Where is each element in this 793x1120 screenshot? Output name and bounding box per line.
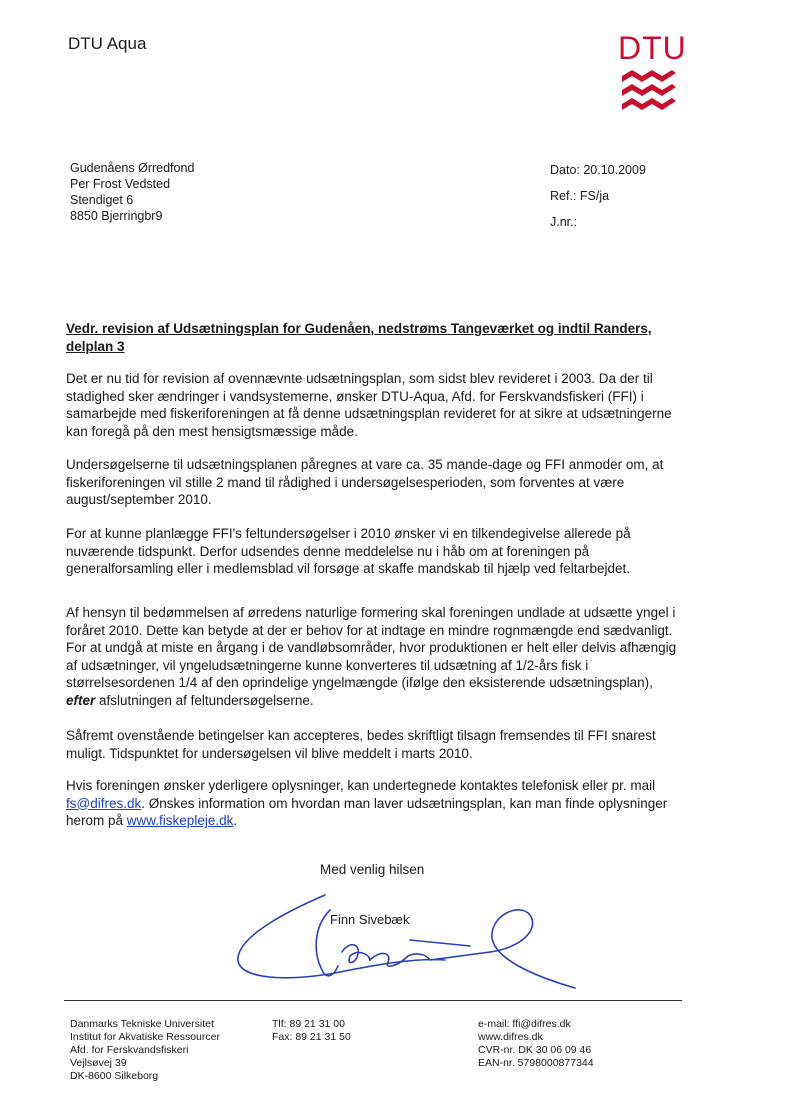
- paragraph: Undersøgelserne til udsætningsplanen påregnes at vare ca. 35 mande-dage og FFI anmoder om, at fiskeriforeningen vil stille 2 mand til rådighed i undersøgelsesperioden, som forventes at være august/september 2010.: [66, 457, 664, 507]
- recipient-line: Stendiget 6: [70, 193, 134, 207]
- footer-divider: [64, 1000, 682, 1001]
- paragraph-text: Af hensyn til bedømmelsen af ørredens naturlige formering skal foreningen undlade at udsætte yngel i foråret 2010. Dette kan betyde at der er behov for at indtage en mindre rognmængde end sædvanligt. For at undgå at miste en årgang i de vandløbsområder, hvor produktionen er helt eller delvis afhængig af udsætninger, vil yngeludsætningerne kunne konverteres til udsætning af 1/2-års fisk i størrelsesordenen 1/4 af den oprindelige yngelmængde (ifølge den eksisterende udsætningsplan),: [66, 605, 677, 690]
- date-field: Dato: 20.10.2009: [550, 163, 646, 177]
- recipient-line: Gudenåens Ørredfond: [70, 161, 195, 175]
- footer-line: Danmarks Tekniske Universitet: [70, 1018, 214, 1030]
- footer-line: e-mail: ffi@difres.dk: [478, 1018, 571, 1030]
- ref-field: Ref.: FS/ja: [550, 189, 610, 203]
- footer-line: Fax: 89 21 31 50: [272, 1031, 351, 1043]
- footer-line: EAN-nr. 5798000877344: [478, 1057, 594, 1069]
- signer-name: Finn Sivebæk: [330, 912, 410, 927]
- logo-text: DTU: [618, 30, 687, 66]
- paragraph-text: Hvis foreningen ønsker yderligere oplysninger, kan undertegnede kontaktes telefonisk eller pr. mail: [66, 778, 656, 793]
- footer-line: Institut for Akvatiske Ressourcer: [70, 1031, 220, 1043]
- logo-waves-icon: [614, 30, 682, 120]
- footer-line: Tlf: 89 21 31 00: [272, 1018, 345, 1030]
- website-link[interactable]: www.fiskepleje.dk: [126, 813, 234, 828]
- handwritten-signature: [230, 880, 590, 1010]
- closing-greeting: Med venlig hilsen: [320, 862, 425, 877]
- paragraph: [66, 604, 681, 709]
- letter-meta: [550, 163, 646, 241]
- paragraph: Såfremt ovenstående betingelser kan accepteres, bedes skriftligt tilsagn fremsendes til FFI snarest muligt. Tidspunktet for undersøgelsen vil blive meddelt i marts 2010.: [66, 728, 656, 761]
- email-link[interactable]: fs@difres.dk: [66, 795, 142, 811]
- footer-line: CVR-nr. DK 30 06 09 46: [478, 1044, 592, 1056]
- footer-address: [70, 1018, 220, 1083]
- jnr-field: J.nr.:: [550, 215, 578, 229]
- footer-phone: [272, 1018, 351, 1044]
- paragraph: [66, 777, 681, 830]
- paragraph-text: .: [233, 813, 238, 828]
- footer-line: www.difres.dk: [478, 1031, 543, 1043]
- dtu-logo: [614, 30, 687, 120]
- recipient-address: [70, 160, 194, 224]
- paragraph-text: . Ønskes information om hvordan man laver udsætningsplan, kan man finde oplysninger herom på: [66, 795, 668, 828]
- recipient-line: Per Frost Vedsted: [70, 177, 171, 191]
- footer-line: DK-8600 Silkeborg: [70, 1070, 159, 1082]
- paragraph: For at kunne planlægge FFI's feltundersøgelser i 2010 ønsker vi en tilkendegivelse allerede på nuværende tidspunkt. Derfor udsendes denne meddelelse nu i håb om at foreningen på generalforsamling eller i medlemsblad vil forsøge at skaffe mandskab til hjælp ved feltarbejdet.: [66, 526, 631, 576]
- subject-line: Vedr. revision af Udsætningsplan for Gudenåen, nedstrøms Tangeværket og indtil Randers, delplan 3: [66, 321, 652, 354]
- paragraph-text: afslutningen af feltundersøgelserne.: [95, 692, 314, 708]
- footer-line: Vejlsøvej 39: [70, 1057, 127, 1069]
- footer-contact: [478, 1018, 594, 1070]
- paragraph: Det er nu tid for revision af ovennævnte udsætningsplan, som sidst blev revideret i 2003. Da der til stadighed sker ændringer i vandsystemerne, ønsker DTU-Aqua, Afd. for Ferskvandsfiskeri (FFI) i samarbejde med fiskeriforeningen at få denne udsætningsplan revideret for at sikre at udsætningerne kan foregå på den mest hensigtsmæssige måde.: [66, 371, 672, 439]
- footer-line: Afd. for Ferskvandsfiskeri: [70, 1044, 189, 1056]
- org-name: DTU Aqua: [68, 34, 147, 53]
- recipient-line: 8850 Bjerringbr9: [70, 209, 163, 223]
- emphasis-text: efter: [66, 692, 96, 708]
